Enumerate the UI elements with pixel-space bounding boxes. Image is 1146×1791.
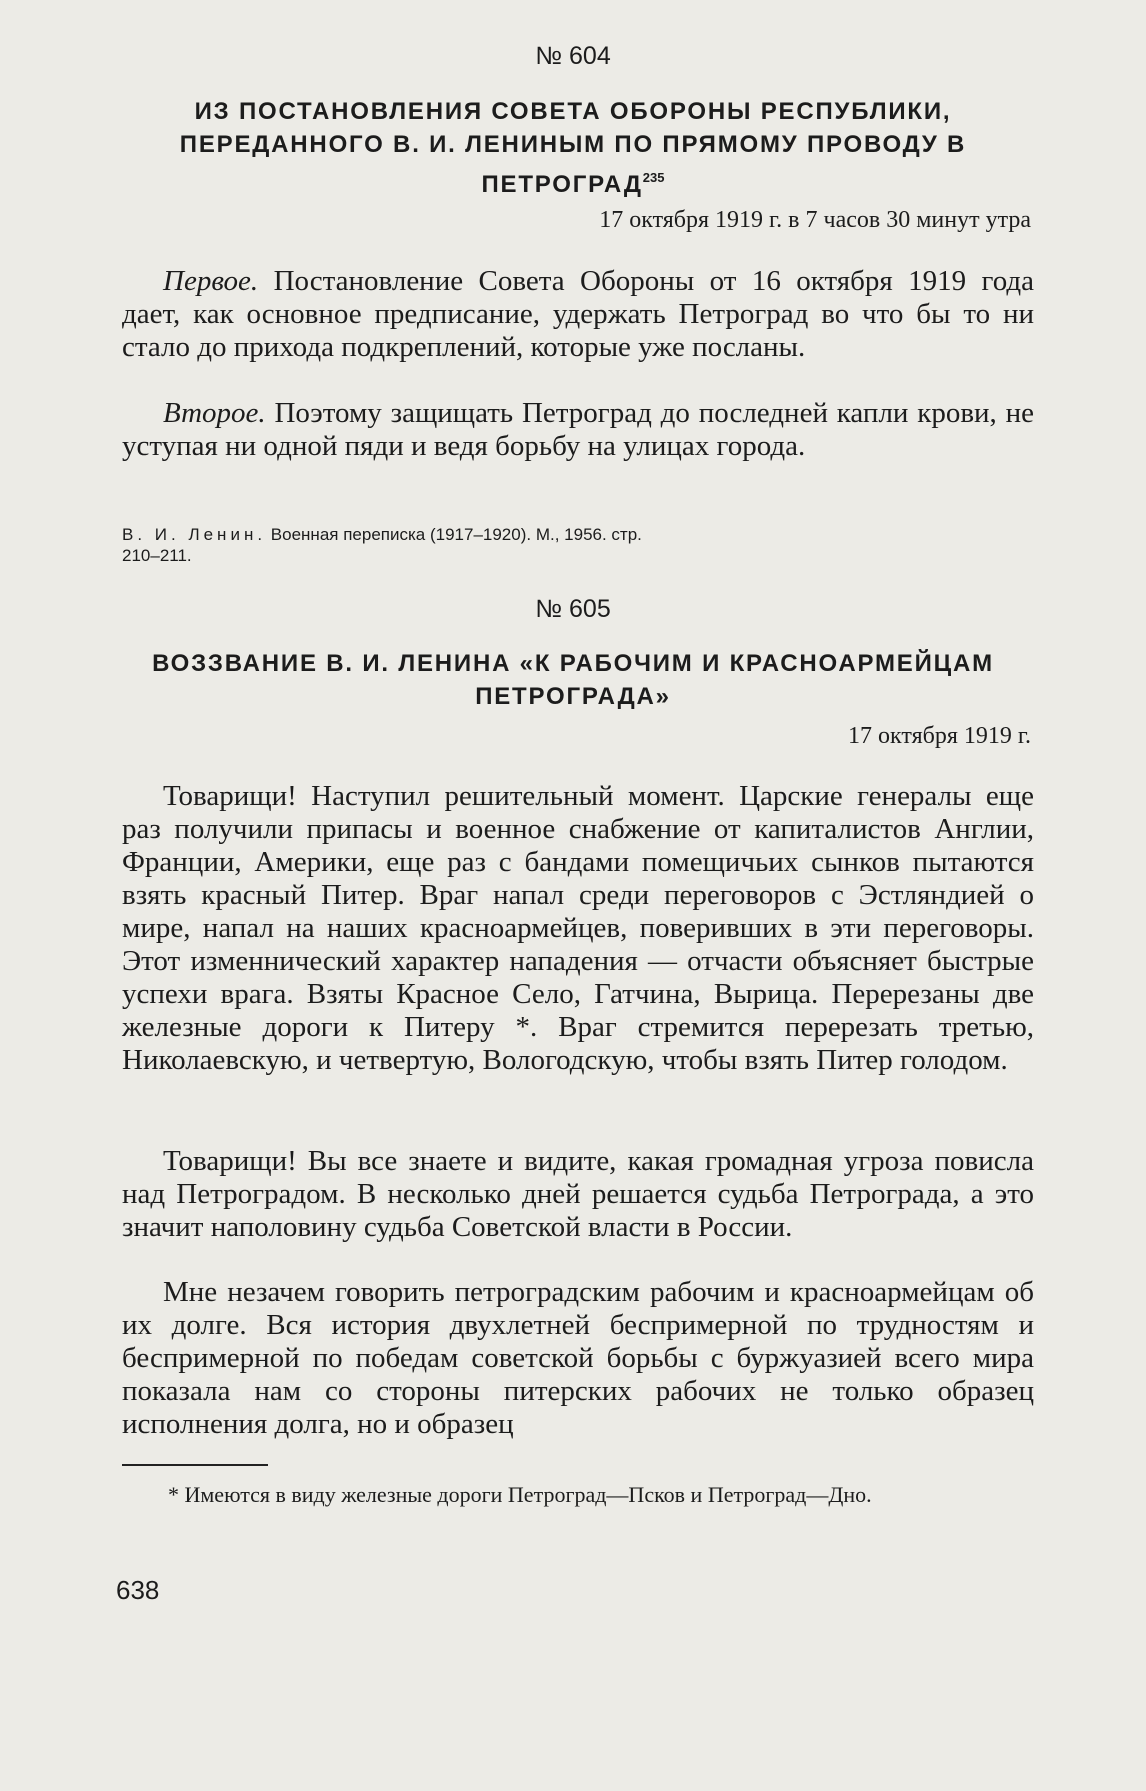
paragraph-first-lead: Первое. — [163, 265, 259, 297]
footnote-divider — [122, 1464, 268, 1466]
appeal-paragraph-1: Товарищи! Наступил решительный момент. Царские генералы еще раз получили припасы и военное снабжение от капиталистов Англии, Франции, Америки, еще раз с бандами помещичьих сынков пытаются взять красный Питер. Враг напал среди переговоров с Эстляндией о мире, напал на наших красноармейцев, поверивших в эти переговоры. Этот изменнический характер нападения — отчасти объясняет быстрые успехи врага. Взяты Красное Село, Гатчина, Вырица. Перерезаны две железные дороги к Питеру *. Враг стремится перерезать третью, Николаевскую, и четвертую, Вологодскую, чтобы взять Питер голодом. — [122, 780, 1034, 1076]
paragraph-first-text: Постановление Совета Обороны от 16 октября 1919 года дает, как основное предписание, удержать Петроград во что бы то ни стало до прихода подкреплений, которые уже посланы. — [122, 265, 1035, 363]
paragraph-second-lead: Второе. — [163, 397, 266, 429]
page-number: 638 — [116, 1575, 160, 1605]
document-date-604: 17 октября 1919 г. в 7 часов 30 минут утра — [599, 207, 1031, 233]
document-date-605: 17 октября 1919 г. — [848, 723, 1031, 749]
paragraph-second-text: Поэтому защищать Петроград до последней капли крови, не уступая ни одной пяди и ведя борьбу на улицах города. — [122, 397, 1035, 462]
paragraph-first — [122, 265, 1034, 364]
appeal-paragraph-2: Товарищи! Вы все знаете и видите, какая громадная угроза повисла над Петроградом. В несколько дней решается судьба Петрограда, а это значит наполовину судьба Советской власти в России. — [122, 1145, 1034, 1243]
document-number-604: № 604 — [535, 42, 611, 70]
endnote-reference-235: 235 — [642, 170, 665, 185]
document-title-604-text: ИЗ ПОСТАНОВЛЕНИЯ СОВЕТА ОБОРОНЫ РЕСПУБЛИКИ, ПЕРЕДАННОГО В. И. ЛЕНИНЫМ ПО ПРЯМОМУ ПРОВОДУ В ПЕТРОГРАД — [179, 98, 967, 198]
source-author: В. И. Ленин. — [122, 525, 267, 544]
footnote: * Имеются в виду железные дороги Петроград—Псков и Петроград—Дно. — [168, 1482, 872, 1507]
document-number-605: № 605 — [535, 595, 611, 623]
paragraph-second — [122, 397, 1034, 463]
source-citation — [122, 524, 642, 566]
document-title-605: ВОЗЗВАНИЕ В. И. ЛЕНИНА «К РАБОЧИМ И КРАСНОАРМЕЙЦАМ ПЕТРОГРАДА» — [152, 650, 994, 710]
document-title-604 — [100, 95, 1046, 201]
source-title: Военная переписка (1917–1920). М., 1956. стр. 210–211. — [122, 525, 642, 565]
appeal-paragraph-3: Мне незачем говорить петроградским рабочим и красноармейцам об их долге. Вся история двухлетней беспримерной по трудностям и беспримерной по победам советской борьбы с буржуазией всего мира показала нам со стороны питерских рабочих не только образец исполнения долга, но и образец — [122, 1276, 1034, 1440]
